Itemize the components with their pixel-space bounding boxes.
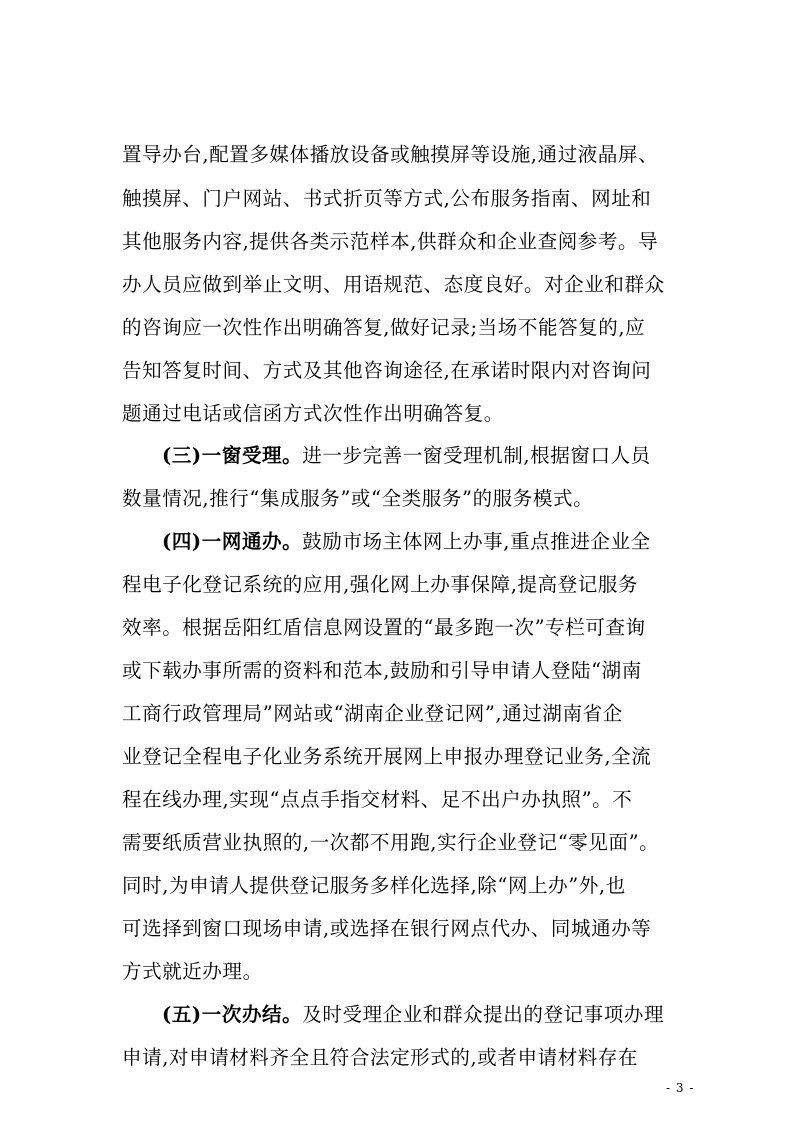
section-4-text: 鼓励市场主体网上办事,重点推进企业全 xyxy=(302,530,651,553)
text-line: 题通过电话或信函方式次性作出明确答复。 xyxy=(122,402,504,425)
section-5-heading: (五)一次办结。 xyxy=(162,1003,303,1026)
section-4-first-line xyxy=(162,527,692,557)
section-4-heading: (四)一网通办。 xyxy=(162,530,303,553)
text-line: 程在线办理,实现“点点手指交材料、足不出户办执照”。不 xyxy=(122,788,633,811)
text-line: 业登记全程电子化业务系统开展网上申报办理登记业务,全流 xyxy=(122,745,652,768)
text-line: 方式就近办理。 xyxy=(122,960,263,983)
section-3-first-line xyxy=(162,441,692,471)
text-line: 置导办台,配置多媒体播放设备或触摸屏等设施,通过液晶屏、 xyxy=(122,143,659,166)
text-line: 申请,对申请材料齐全且符合法定形式的,或者申请材料存在 xyxy=(122,1046,639,1069)
section-3-heading: (三)一窗受理。 xyxy=(162,444,303,467)
text-line: 触摸屏、门户网站、书式折页等方式,公布服务指南、网址和 xyxy=(122,187,652,210)
page-number: - 3 - xyxy=(666,1081,695,1095)
text-line: 同时,为申请人提供登记服务多样化选择,除“网上办”外,也 xyxy=(122,874,626,897)
section-5-first-line xyxy=(162,1000,692,1030)
text-line: 告知答复时间、方式及其他咨询途径,在承诺时限内对咨询问 xyxy=(122,359,652,382)
text-line: 工商行政管理局”网站或“湖南企业登记网”,通过湖南省企 xyxy=(122,702,623,725)
text-line: 或下载办事所需的资料和范本,鼓励和引导申请人登陆“湖南 xyxy=(122,659,642,682)
text-line: 数量情况,推行“集成服务”或“全类服务”的服务模式。 xyxy=(122,487,594,510)
section-3-text: 进一步完善一窗受理机制,根据窗口人员 xyxy=(302,444,651,467)
text-line: 效率。根据岳阳红盾信息网设置的“最多跑一次”专栏可查询 xyxy=(122,616,646,639)
text-line: 需要纸质营业执照的,一次都不用跑,实行企业登记“零见面”。 xyxy=(122,831,660,854)
text-line: 办人员应做到举止文明、用语规范、态度良好。对企业和群众 xyxy=(122,273,665,296)
text-line: 程电子化登记系统的应用,强化网上办事保障,提高登记服务 xyxy=(122,573,639,596)
text-line: 可选择到窗口现场申请,或选择在银行网点代办、同城通办等 xyxy=(122,917,652,940)
section-5-text: 及时受理企业和群众提出的登记事项办理 xyxy=(302,1003,665,1026)
text-line: 的咨询应一次性作出明确答复,做好记录;当场不能答复的,应 xyxy=(122,316,646,339)
text-line: 其他服务内容,提供各类示范样本,供群众和企业查阅参考。导 xyxy=(122,230,659,253)
